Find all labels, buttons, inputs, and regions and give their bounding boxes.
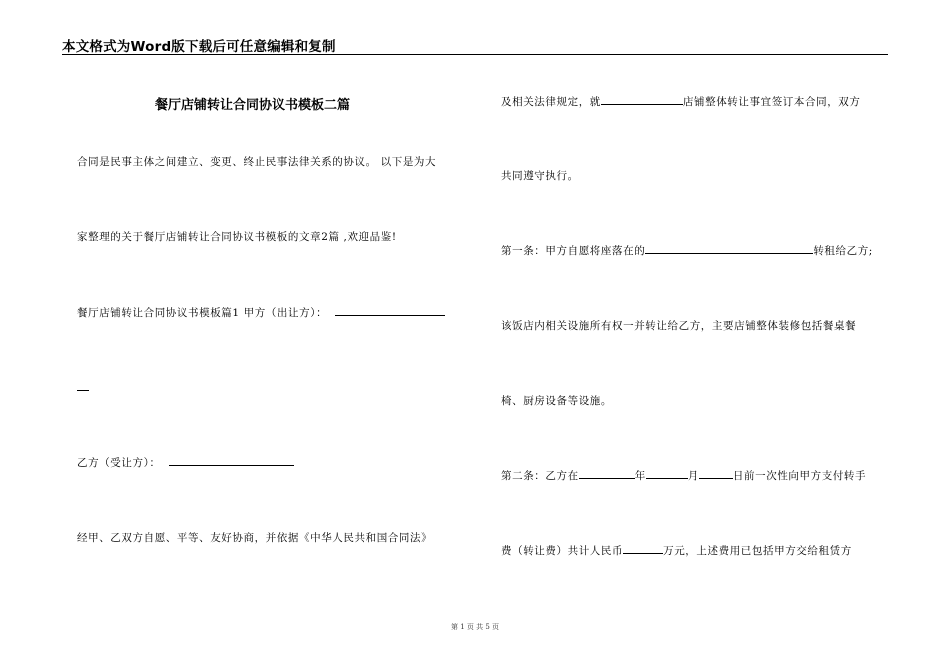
paragraph-line: 该饭店内相关设施所有权一并转让给乙方，主要店铺整体装修包括餐桌餐	[501, 320, 857, 332]
document-title: 餐厅店铺转让合同协议书模板二篇	[155, 98, 351, 113]
day-blank	[699, 468, 733, 479]
location-blank	[645, 243, 813, 254]
fee-line	[501, 543, 852, 558]
paragraph-line: 家整理的关于餐厅店铺转让合同协议书模板的文章2篇 ,欢迎品鉴!	[77, 231, 397, 243]
party-a-blank	[335, 305, 445, 316]
clause-two-line	[501, 468, 866, 483]
shop-name-blank	[601, 94, 683, 105]
text-segment: 及相关法律规定，就	[501, 96, 601, 108]
continuation-blank	[77, 380, 89, 391]
header-text: 本文格式为Word版下载后可任意编辑和复制	[62, 39, 336, 55]
clause-one-line	[501, 243, 873, 258]
text-segment: 转租给乙方;	[813, 245, 873, 257]
party-b-line	[77, 455, 294, 470]
text-segment: 月	[687, 470, 699, 482]
text-segment: 年	[634, 470, 646, 482]
text-segment: 日前一次性向甲方支付转手	[732, 470, 867, 482]
page-number: 第 1 页 共 5 页	[450, 623, 500, 631]
document-header	[62, 34, 888, 55]
amount-blank	[623, 543, 663, 554]
party-a-line	[77, 305, 445, 320]
party-a-label: 餐厅店铺转让合同协议书模板篇1 甲方（出让方）：	[77, 307, 328, 319]
year-blank	[579, 468, 635, 479]
clause-one-label: 第一条：甲方自愿将座落在的	[501, 245, 646, 257]
party-b-blank	[169, 455, 294, 466]
text-segment: 万元，上述费用已包括甲方交给租赁方	[663, 545, 852, 557]
paragraph-line: 共同遵守执行。	[501, 170, 579, 182]
paragraph-line: 经甲、乙双方自愿、平等、友好协商，并依据《中华人民共和国合同法》	[77, 532, 433, 544]
paragraph-line: 椅、厨房设备等设施。	[501, 395, 612, 407]
paragraph-line: 合同是民事主体之间建立、变更、终止民事法律关系的协议。 以下是为大	[77, 156, 437, 168]
clause-two-label: 第二条：乙方在	[501, 470, 579, 482]
text-segment: 费（转让费）共计人民币	[501, 545, 624, 557]
month-blank	[646, 468, 688, 479]
continuation-blank-line	[77, 380, 89, 394]
clause-line	[501, 94, 861, 109]
text-segment: 店铺整体转让事宜签订本合同，双方	[682, 96, 861, 108]
party-b-label: 乙方（受让方）：	[77, 457, 161, 469]
